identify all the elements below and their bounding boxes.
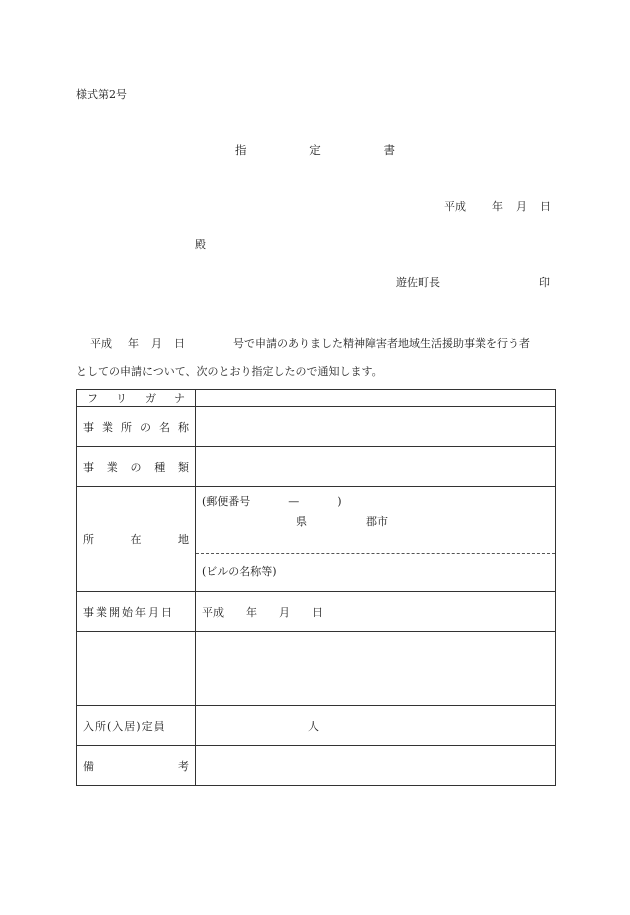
office-name-label: 事 業 所 の 名 称 bbox=[77, 407, 196, 447]
building-name: (ビルの名称等) bbox=[202, 565, 277, 578]
issuer-name: 遊佐町長 bbox=[396, 276, 440, 289]
start-date-field[interactable]: 平成 年 月 日 bbox=[196, 592, 556, 632]
date-month: 月 bbox=[516, 200, 527, 213]
addressee-suffix: 殿 bbox=[195, 238, 206, 251]
table-row bbox=[77, 706, 556, 746]
location-label: 所 在 地 bbox=[77, 487, 196, 592]
issue-date bbox=[444, 198, 551, 214]
title-char: 書 bbox=[383, 143, 395, 157]
start-date-label: 事業開始年月日 bbox=[77, 592, 196, 632]
table-row bbox=[77, 390, 556, 407]
remarks-field[interactable] bbox=[196, 746, 556, 786]
table-row bbox=[77, 487, 556, 592]
title-char: 指 bbox=[235, 143, 247, 157]
date-era: 平成 bbox=[444, 200, 466, 213]
date-year: 年 bbox=[492, 200, 503, 213]
capacity-label: 入所(入居)定員 bbox=[77, 706, 196, 746]
location-field[interactable]: (郵便番号 — ) 県 郡市 (ビルの名称等) bbox=[196, 487, 556, 592]
body-day: 日 bbox=[174, 337, 185, 350]
business-type-field[interactable] bbox=[196, 447, 556, 487]
remarks-label: 備 考 bbox=[77, 746, 196, 786]
body-line-2: としての申請について、次のとおり指定したので通知します。 bbox=[76, 365, 383, 378]
office-name-field[interactable] bbox=[196, 407, 556, 447]
title-char: 定 bbox=[309, 143, 321, 157]
body-year: 年 bbox=[128, 337, 139, 350]
blank-field[interactable] bbox=[196, 632, 556, 706]
date-day: 日 bbox=[540, 200, 551, 213]
table-row bbox=[77, 632, 556, 706]
designation-table bbox=[76, 389, 556, 786]
furigana-field[interactable] bbox=[196, 390, 556, 407]
capacity-field[interactable]: 人 bbox=[196, 706, 556, 746]
table-row bbox=[77, 407, 556, 447]
seal-mark: 印 bbox=[539, 276, 550, 289]
body-line-1 bbox=[90, 335, 530, 351]
postal-code-line: (郵便番号 — ) bbox=[202, 495, 342, 508]
address-divider bbox=[196, 553, 555, 554]
table-row bbox=[77, 447, 556, 487]
furigana-label: フ リ ガ ナ bbox=[77, 390, 196, 407]
blank-label bbox=[77, 632, 196, 706]
document-title bbox=[235, 142, 395, 158]
table-row bbox=[77, 746, 556, 786]
body-era: 平成 bbox=[90, 337, 112, 350]
body-rest: 号で申請のありました精神障害者地域生活援助事業を行う者 bbox=[233, 337, 530, 350]
form-number: 様式第2号 bbox=[76, 88, 127, 101]
table-row bbox=[77, 592, 556, 632]
business-type-label: 事 業 の 種 類 bbox=[77, 447, 196, 487]
body-month: 月 bbox=[151, 337, 162, 350]
